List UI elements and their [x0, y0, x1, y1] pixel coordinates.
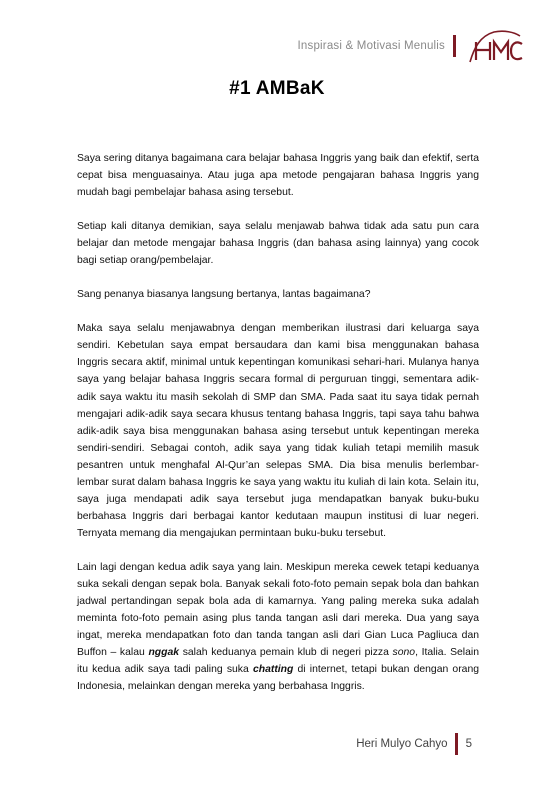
paragraph	[77, 150, 479, 201]
page-number: 5	[465, 738, 472, 750]
paragraph-text: Maka saya selalu menjawabnya dengan memberikan ilustrasi dari keluarga saya sendiri. Kebetulan saya empat bersaudara dan kami bisa menggunakan bahasa Inggris secara aktif, minimal untuk kepentingan komunikasi sehari-hari. Mulanya hanya saya yang belajar bahasa Inggris secara formal di perguruan tinggi, sementara adik-adik saya waktu itu masih sekolah di SMP dan SMA. Pada saat itu saya tidak pernah mengajari adik-adik saya secara khusus tentang bahasa Inggris, tapi saya tahu bahwa adik-adik saya bisa menggunakan bahasa asing tersebut untuk kepentingan mereka sendiri-sendiri. Sebagai contoh, adik saya yang tidak kuliah tetapi memilih masuk pesantren untuk menghafal Al-Qur’an selepas SMA. Dia bisa menulis berlembar-lembar surat dalam bahasa Inggris ke saya yang waktu itu kuliah di lain kota. Selain itu, saya juga mendapati adik saya tersebut juga mendapatkan banyak buku-buku berbahasa Inggris dari berbagai kantor kedutaan maupun institusi di luar negeri. Ternyata memang dia mengajukan permintaan buku-buku tersebut.	[77, 323, 479, 539]
paragraph-text: , Italia. Selain itu kedua adik saya tadi paling suka	[77, 647, 479, 676]
paragraph-text: Sang penanya biasanya langsung bertanya, lantas bagaimana?	[77, 289, 371, 301]
paragraph-text: chatting	[252, 664, 294, 676]
chapter-title: #1 AMBaK	[229, 78, 325, 99]
header-title: Inspirasi & Motivasi Menulis	[297, 40, 445, 52]
paragraph-text: di internet, tetapi bukan dengan orang Indonesia, melainkan dengan mereka yang berbahasa Inggris.	[77, 664, 480, 693]
hmc-logo-icon	[464, 28, 524, 64]
paragraph	[77, 559, 479, 695]
page-footer	[356, 733, 472, 755]
footer-author: Heri Mulyo Cahyo	[356, 738, 448, 750]
page-header	[298, 28, 524, 64]
article-body	[77, 150, 479, 712]
paragraph-text: Saya sering ditanya bagaimana cara belajar bahasa Inggris yang baik dan efektif, serta cepat bisa menguasainya. Atau juga apa metode pengajaran bahasa Inggris yang mudah bagi pembelajar bahasa asing tersebut.	[77, 153, 479, 199]
paragraph-text: Setiap kali ditanya demikian, saya selalu menjawab bahwa tidak ada satu pun cara belajar dan metode mengajar bahasa Inggris (dan bahasa asing lainnya) yang cocok bagi setiap orang/pembelajar.	[77, 221, 479, 267]
paragraph-text: Lain lagi dengan kedua adik saya yang lain. Meskipun mereka cewek tetapi keduanya suka sekali dengan sepak bola. Banyak sekali foto-foto pemain sepak bola dan bahkan jadwal pertandingan sepak bola ada di kamarnya. Yang paling mereka suka adalah meminta foto-foto pemain asing plus tanda tangan asli dari mereka. Dua yang saya ingat, mereka mendapatkan foto dan tanda tangan asli dari Gian Luca Pagliuca dan Buffon – kalau	[77, 561, 479, 659]
paragraph-text: nggak	[148, 647, 180, 659]
header-divider	[453, 35, 456, 57]
paragraph	[77, 320, 479, 542]
paragraph	[77, 218, 479, 269]
paragraph	[77, 286, 479, 303]
paragraph-text: sono	[392, 647, 416, 659]
paragraph-text: salah keduanya pemain klub di negeri pizza	[179, 647, 393, 659]
